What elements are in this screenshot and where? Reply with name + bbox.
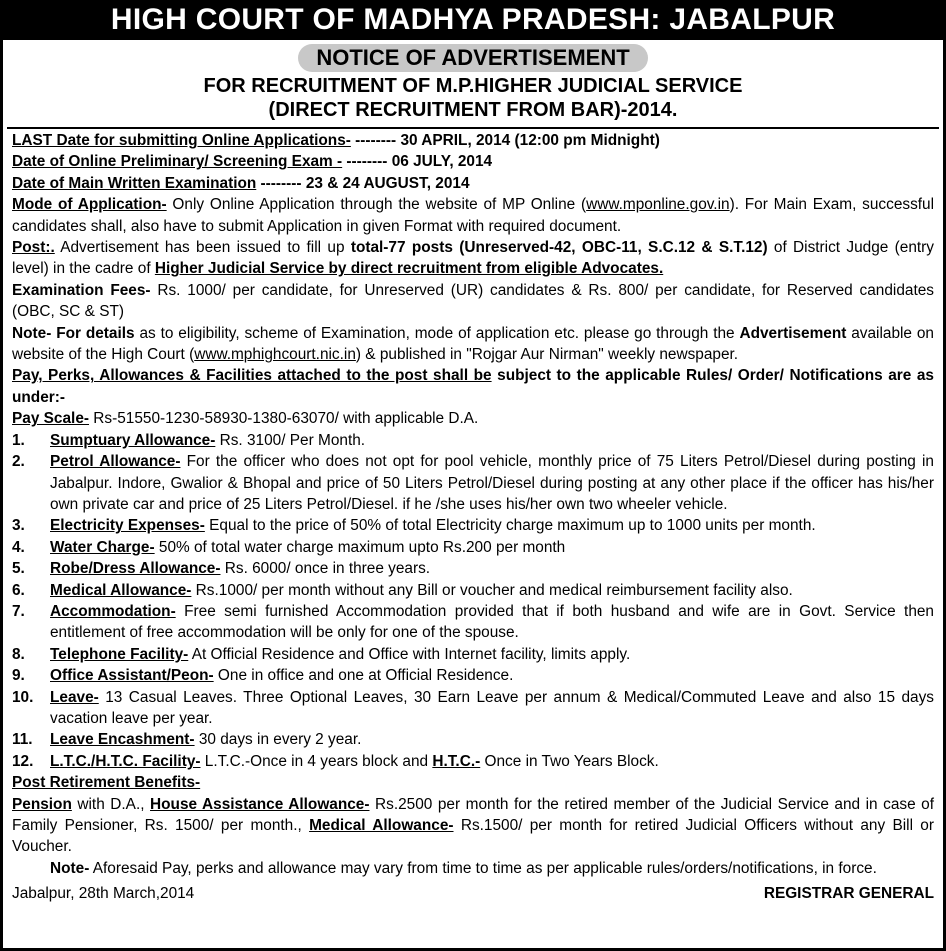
prelim-date-label: Date of Online Preliminary/ Screening Exam - [12,153,343,171]
mode-text: Only Online Application through the website of MP Online ( [166,196,587,214]
item-number: 11. [12,731,33,749]
note-text1: as to eligibility, scheme of Examination, mode of application etc. please go through the [134,324,740,342]
notice-body [3,129,943,905]
mode-of-application [12,194,934,237]
retirement-text3: Rs.1500/ per month for retired Judicial Officers without any Bill or Voucher. [12,817,934,856]
item-label: Sumptuary Allowance- [50,431,216,449]
item-label: Medical Allowance- [50,581,192,599]
item-label: Leave- [50,688,99,706]
mponline-link[interactable]: www.mponline.gov.in [586,196,730,214]
item-text: One in office and one at Official Residence. [213,667,514,685]
notice-badge: NOTICE OF ADVERTISEMENT [298,44,647,72]
retired-medical-label: Medical Allowance- [309,817,454,834]
pay-intro-rest: subject to the applicable Rules/ Order/ Notifications are as under:- [12,367,934,406]
mode-text2: ). For Main Exam, successful candidates shall, also have to submit Application in given Format with required document. [12,196,935,235]
pay-scale-label: Pay Scale- [12,410,90,428]
item-text: Rs.1000/ per month without any Bill or voucher and medical reimbursement facility also. [191,581,793,599]
note-text2: available on website of the High Court ( [12,324,934,364]
court-title-bar [3,0,943,40]
post-cadre: Higher Judicial Service by direct recruitment from eligible Advocates. [154,260,664,278]
final-note [12,858,934,879]
list-item [12,558,934,579]
list-item-ltc [12,751,934,772]
item-label: Electricity Expenses- [50,517,205,535]
post-count: total-77 posts (Unreserved-42, OBC-11, S.C.12 & S.T.12) [350,239,768,257]
item-text: Free semi furnished Accommodation provided that if both husband and wife are in Govt. Service then entitlement of free accommodation will be only for one of the spouse. [50,602,934,642]
main-date-label: Date of Main Written Examination [12,174,257,192]
list-item [12,665,934,686]
mphighcourt-link[interactable]: www.mphighcourt.nic.in [194,346,356,364]
ltc-label: L.T.C./H.T.C. Facility- [50,752,201,770]
item-text: At Official Residence and Office with Internet facility, limits apply. [188,645,631,663]
final-note-label: Note- [50,859,90,877]
note-label: Note- For details [12,324,135,342]
recruitment-title-line2: (DIRECT RECRUITMENT FROM BAR)-2014. [268,99,678,121]
item-text: Rs. 3100/ Per Month. [215,431,366,449]
item-label: Water Charge- [50,538,155,556]
list-item [12,687,934,730]
list-item [12,451,934,515]
last-date-label: LAST Date for submitting Online Applications- [12,132,351,149]
item-label: Robe/Dress Allowance- [50,560,221,578]
retirement-text1: with D.A., [71,795,151,813]
pension-label: Pension [12,795,72,813]
item-number: 12. [12,752,34,770]
pay-intro [12,365,934,408]
item-label: Accommodation- [50,602,176,620]
ltc-text: L.T.C.-Once in 4 years block and [200,752,433,770]
final-note-text: Aforesaid Pay, perks and allowance may vary from time to time as per applicable rules/orders/notifications, in force. [89,859,877,877]
details-note [12,323,934,366]
list-item [12,729,934,750]
post-label: Post:. [12,239,55,257]
item-label: Leave Encashment- [50,731,195,749]
list-item [12,601,934,644]
note-text3: ) & published in "Rojgar Aur Nirman" weekly newspaper. [355,346,739,364]
post-text2: of District Judge (entry level) in the cadre of [12,239,934,278]
retirement-benefits [12,794,934,858]
post-details [12,237,934,280]
item-label: Telephone Facility- [50,645,189,663]
item-number: 1. [12,431,25,449]
prelim-date-value: -------- 06 JULY, 2014 [342,153,493,171]
fees-label: Examination Fees- [12,281,151,299]
place-date: Jabalpur, 28th March,2014 [12,885,195,903]
retirement-heading: Post Retirement Benefits- [12,774,201,792]
item-text: Rs. 6000/ once in three years. [220,560,431,578]
item-label: Office Assistant/Peon- [50,667,214,685]
item-number: 5. [12,560,25,578]
list-item [12,515,934,536]
main-date-line [12,173,934,194]
notice-wrap [3,44,943,74]
mode-label: Mode of Application- [12,196,167,214]
footer [12,879,934,904]
item-number: 3. [12,517,25,535]
post-text1: Advertisement has been issued to fill up [54,239,351,257]
main-date-value: -------- 23 & 24 AUGUST, 2014 [256,174,470,192]
list-item [12,580,934,601]
last-date-line [12,130,934,151]
item-number: 7. [12,602,25,620]
list-item [12,537,934,558]
item-number: 2. [12,453,25,471]
item-text: 30 days in every 2 year. [194,731,362,749]
pay-scale [12,408,934,429]
prelim-date-line [12,151,934,172]
pay-scale-text: Rs-51550-1230-58930-1380-63070/ with applicable D.A. [89,410,479,428]
signatory: REGISTRAR GENERAL [763,885,934,903]
allowance-list [12,430,934,773]
item-number: 6. [12,581,25,599]
recruitment-title-line1: FOR RECRUITMENT OF M.P.HIGHER JUDICIAL SERVICE [203,75,743,97]
court-title: HIGH COURT OF MADHYA PRADESH: JABALPUR [110,3,836,36]
item-number: 9. [12,667,25,685]
item-number: 10. [12,688,34,706]
item-text: For the officer who does not opt for pool vehicle, monthly price of 75 Liters Petrol/Diesel during posting in Jabalpur. Indore, Gwalior & Bhopal and price of 50 Liters Petrol/Diesel during posting at any other place if the officer has his/her own private car and price of 25 Liters Petrol/Diesel. if he /she uses his/her own two wheeler vehicle. [50,453,934,513]
fees-text: Rs. 1000/ per candidate, for Unreserved (UR) candidates & Rs. 800/ per candidate, for Reserved candidates (OBC, SC & ST) [12,281,934,321]
item-text: Equal to the price of 50% of total Electricity charge maximum up to 1000 units per month. [204,517,816,535]
list-item [12,644,934,665]
item-label: Petrol Allowance- [50,453,181,471]
note-advertisement: Advertisement [739,324,847,342]
htc-text: Once in Two Years Block. [480,752,659,770]
list-item [12,430,934,451]
item-text: 13 Casual Leaves. Three Optional Leaves, 30 Earn Leave per annum & Medical/Commuted Leave and also 15 days vacation leave per year. [50,688,934,727]
retirement-text2: Rs.2500 per month for the retired member of the Judicial Service and in case of Family Pensioner, Rs. 1500/ per month., [12,795,935,834]
exam-fees [12,280,934,323]
htc-label: H.T.C.- [432,752,481,770]
item-text: 50% of total water charge maximum upto Rs.200 per month [154,538,566,556]
item-number: 8. [12,645,25,663]
item-number: 4. [12,538,25,556]
house-allowance-label: House Assistance Allowance- [150,795,370,813]
last-date-value: -------- 30 APRIL, 2014 (12:00 pm Midnight) [350,132,660,149]
pay-intro-underlined: Pay, Perks, Allowances & Facilities attached to the post shall be [12,367,492,385]
